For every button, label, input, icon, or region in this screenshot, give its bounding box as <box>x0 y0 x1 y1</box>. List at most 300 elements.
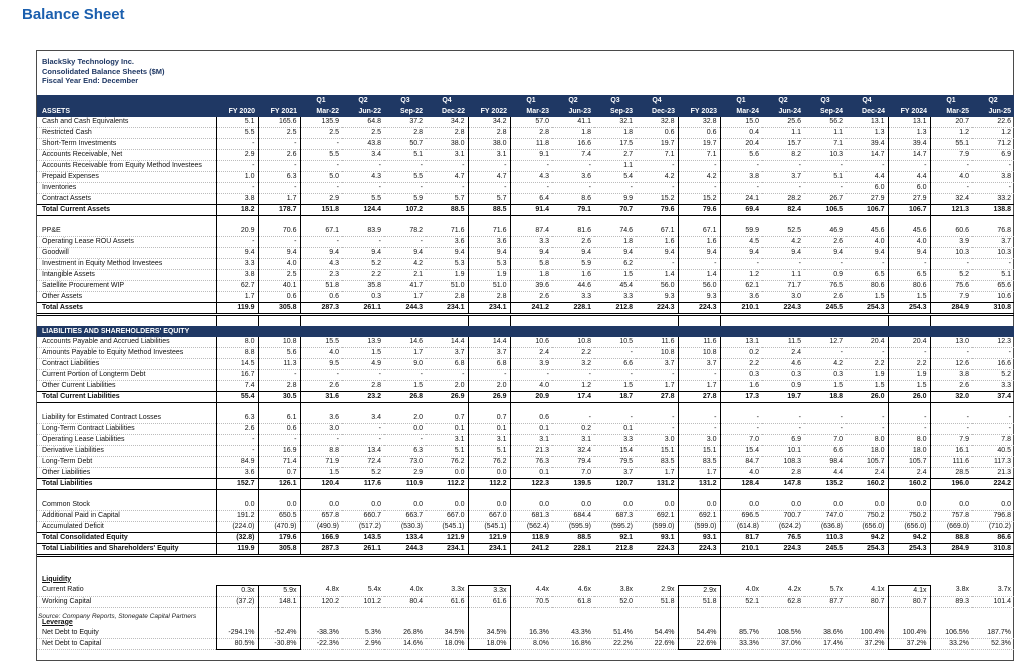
cell: 1.9 <box>846 369 888 380</box>
cell: 119.9 <box>216 302 258 314</box>
cell: 4.2x <box>762 585 804 596</box>
cell: 106.7 <box>888 204 930 215</box>
cell: - <box>762 413 804 424</box>
cell: - <box>636 182 678 193</box>
cell: 8.0% <box>510 638 552 649</box>
cell <box>972 575 1014 586</box>
cell: -30.8% <box>258 638 300 649</box>
cell: 1.3 <box>846 127 888 138</box>
cell: 8.8 <box>300 445 342 456</box>
cell: 1.5 <box>888 291 930 302</box>
table-row <box>37 369 1014 380</box>
cell <box>342 555 384 566</box>
cell: 9.4 <box>300 247 342 258</box>
table-row <box>37 204 1014 215</box>
cell: 20.7 <box>930 117 972 128</box>
table-row <box>37 380 1014 391</box>
cell: 2.2 <box>846 358 888 369</box>
cell <box>762 402 804 413</box>
table-row <box>37 358 1014 369</box>
cell: 9.4 <box>426 247 468 258</box>
cell: 105.7 <box>888 456 930 467</box>
cell <box>342 607 384 618</box>
cell: (614.8) <box>720 521 762 532</box>
cell: 681.3 <box>510 510 552 521</box>
cell: (669.0) <box>930 521 972 532</box>
cell <box>300 607 342 618</box>
cell: - <box>384 434 426 445</box>
cell: - <box>342 369 384 380</box>
cell: 133.4 <box>384 532 426 543</box>
cell <box>468 618 510 628</box>
cell: 10.8 <box>552 337 594 348</box>
row-label: Common Stock <box>37 500 216 511</box>
cell <box>468 607 510 618</box>
cell: 88.5 <box>468 204 510 215</box>
header-quarter-row <box>37 95 1014 106</box>
cell: - <box>342 182 384 193</box>
cell: 5.9 <box>552 258 594 269</box>
cell: 10.8 <box>258 337 300 348</box>
cell: 2.5 <box>342 127 384 138</box>
cell: 76.5 <box>762 532 804 543</box>
cell: 1.1 <box>762 127 804 138</box>
table-row <box>37 638 1014 649</box>
cell: 148.1 <box>258 596 300 607</box>
cell: 224.2 <box>972 478 1014 489</box>
cell <box>510 314 552 326</box>
cell: 3.8 <box>216 193 258 204</box>
cell: 9.4 <box>720 247 762 258</box>
cell: 18.0 <box>846 445 888 456</box>
cell <box>342 215 384 226</box>
cell <box>888 402 930 413</box>
cell: 12.3 <box>972 337 1014 348</box>
cell: 0.0 <box>846 500 888 511</box>
table-row <box>37 269 1014 280</box>
table-row <box>37 467 1014 478</box>
cell: 2.9% <box>342 638 384 649</box>
cell: 45.6 <box>846 226 888 237</box>
cell: - <box>552 182 594 193</box>
cell: 32.1 <box>594 117 636 128</box>
cell: 107.2 <box>384 204 426 215</box>
cell: - <box>216 434 258 445</box>
cell: 38.0 <box>468 138 510 149</box>
cell: 19.7 <box>762 391 804 402</box>
cell: 3.8 <box>720 171 762 182</box>
cell <box>678 618 720 628</box>
cell: - <box>636 369 678 380</box>
cell: 9.9 <box>594 193 636 204</box>
cell: 3.7 <box>468 347 510 358</box>
cell <box>342 575 384 586</box>
row-label: Amounts Payable to Equity Method Investees <box>37 347 216 358</box>
cell: - <box>846 413 888 424</box>
cell: 5.1 <box>426 445 468 456</box>
cell: 17.4% <box>804 638 846 649</box>
cell: 26.7 <box>804 193 846 204</box>
cell: 75.6 <box>930 280 972 291</box>
column-quarter-label: Q1 <box>930 95 972 106</box>
cell: 224.3 <box>678 543 720 555</box>
cell <box>594 314 636 326</box>
cell: 32.4 <box>930 193 972 204</box>
cell <box>258 402 300 413</box>
cell: 0.0 <box>972 500 1014 511</box>
cell: 8.0 <box>846 434 888 445</box>
cell: 94.2 <box>888 532 930 543</box>
cell: 1.9 <box>426 269 468 280</box>
cell: 6.3 <box>384 445 426 456</box>
cell: (599.0) <box>678 521 720 532</box>
cell: 34.2 <box>426 117 468 128</box>
cell: 1.5 <box>342 347 384 358</box>
cell: 234.1 <box>426 543 468 555</box>
cell: 108.5% <box>762 628 804 639</box>
cell: 27.9 <box>846 193 888 204</box>
cell <box>384 618 426 628</box>
cell <box>510 607 552 618</box>
cell <box>930 402 972 413</box>
cell: 126.1 <box>258 478 300 489</box>
cell: 0.3 <box>762 369 804 380</box>
cell: 245.5 <box>804 543 846 555</box>
cell: 1.5 <box>300 467 342 478</box>
table-row <box>37 215 1014 226</box>
cell <box>342 402 384 413</box>
cell: 46.9 <box>804 226 846 237</box>
cell: 0.2 <box>552 423 594 434</box>
cell <box>468 575 510 586</box>
cell <box>552 607 594 618</box>
cell: 8.6 <box>552 193 594 204</box>
cell <box>300 489 342 500</box>
cell: 2.9x <box>636 585 678 596</box>
row-label <box>37 215 216 226</box>
section-band <box>37 326 1014 337</box>
cell: 2.4 <box>762 347 804 358</box>
row-label: Inventories <box>37 182 216 193</box>
cell <box>762 566 804 575</box>
cell: - <box>804 347 846 358</box>
cell: 4.7 <box>426 171 468 182</box>
cell: - <box>300 369 342 380</box>
cell: - <box>216 160 258 171</box>
cell: 191.2 <box>216 510 258 521</box>
cell: 3.8 <box>972 171 1014 182</box>
cell: 166.9 <box>300 532 342 543</box>
cell: 14.7 <box>888 149 930 160</box>
cell <box>888 607 930 618</box>
cell: 0.0 <box>762 500 804 511</box>
cell: 0.0 <box>258 500 300 511</box>
cell: -22.3% <box>300 638 342 649</box>
cell: 11.3 <box>258 358 300 369</box>
cell: 6.9 <box>762 434 804 445</box>
cell: 5.2 <box>930 269 972 280</box>
cell: 1.7 <box>636 380 678 391</box>
cell: 31.6 <box>300 391 342 402</box>
cell: 9.4 <box>552 247 594 258</box>
cell <box>384 402 426 413</box>
cell: 20.4 <box>888 337 930 348</box>
cell: - <box>972 160 1014 171</box>
cell: 0.2 <box>720 347 762 358</box>
cell: 15.1 <box>678 445 720 456</box>
column-header: Dec-24 <box>846 106 888 117</box>
table-row <box>37 280 1014 291</box>
cell: 121.3 <box>930 204 972 215</box>
cell: 2.9 <box>216 149 258 160</box>
cell: 71.4 <box>258 456 300 467</box>
cell <box>216 618 258 628</box>
cell: 1.4 <box>678 269 720 280</box>
cell: 0.6 <box>636 127 678 138</box>
cell <box>678 607 720 618</box>
cell: 1.8 <box>594 236 636 247</box>
cell <box>384 566 426 575</box>
cell: 91.4 <box>510 204 552 215</box>
cell <box>804 489 846 500</box>
cell: 26.9 <box>426 391 468 402</box>
cell: 5.9x <box>258 585 300 596</box>
cell: 84.7 <box>720 456 762 467</box>
cell: 212.8 <box>594 302 636 314</box>
cell: 4.9 <box>342 358 384 369</box>
cell: 9.4 <box>468 247 510 258</box>
cell: - <box>300 182 342 193</box>
cell: 700.7 <box>762 510 804 521</box>
cell: 12.7 <box>804 337 846 348</box>
table-row <box>37 258 1014 269</box>
cell: 9.4 <box>258 247 300 258</box>
cell: 10.8 <box>636 347 678 358</box>
cell <box>300 555 342 566</box>
cell: 1.2 <box>972 127 1014 138</box>
cell: - <box>426 182 468 193</box>
cell: 35.8 <box>342 280 384 291</box>
cell: 98.4 <box>804 456 846 467</box>
cell: 56.2 <box>804 117 846 128</box>
column-quarter-label <box>678 95 720 106</box>
cell: 32.8 <box>636 117 678 128</box>
cell: 43.3% <box>552 628 594 639</box>
table-row <box>37 478 1014 489</box>
cell: 78.2 <box>384 226 426 237</box>
row-label <box>37 489 216 500</box>
cell: - <box>594 369 636 380</box>
cell: 684.4 <box>552 510 594 521</box>
cell: - <box>720 413 762 424</box>
cell: 15.2 <box>636 193 678 204</box>
cell: 3.0 <box>636 434 678 445</box>
cell: 4.4x <box>510 585 552 596</box>
cell: 25.6 <box>762 117 804 128</box>
cell: 3.0 <box>300 423 342 434</box>
column-quarter-label <box>216 95 258 106</box>
cell: 79.1 <box>552 204 594 215</box>
cell: 40.5 <box>972 445 1014 456</box>
row-label <box>37 555 216 566</box>
cell: 7.1 <box>678 149 720 160</box>
cell: 212.8 <box>594 543 636 555</box>
cell: 4.1x <box>846 585 888 596</box>
cell: 9.4 <box>216 247 258 258</box>
table-row <box>37 500 1014 511</box>
cell: 120.7 <box>594 478 636 489</box>
column-quarter-label: Q3 <box>384 95 426 106</box>
cell: 84.9 <box>216 456 258 467</box>
row-label <box>37 566 216 575</box>
cell: 9.3 <box>678 291 720 302</box>
cell: 4.2 <box>384 258 426 269</box>
cell: 22.6 <box>972 117 1014 128</box>
cell: 52.1 <box>720 596 762 607</box>
cell: 3.3x <box>426 585 468 596</box>
cell: 11.5 <box>762 337 804 348</box>
cell <box>594 618 636 628</box>
column-header: Dec-23 <box>636 106 678 117</box>
cell: 254.3 <box>888 543 930 555</box>
cell: 3.3 <box>594 291 636 302</box>
cell: 234.1 <box>468 302 510 314</box>
cell: 2.8 <box>762 467 804 478</box>
cell: 54.4% <box>636 628 678 639</box>
cell: 88.8 <box>930 532 972 543</box>
cell <box>258 555 300 566</box>
cell: 76.2 <box>468 456 510 467</box>
cell: 1.7 <box>384 291 426 302</box>
cell: 18.8 <box>804 391 846 402</box>
cell: 5.4x <box>342 585 384 596</box>
header-row <box>37 106 1014 117</box>
cell <box>216 575 258 586</box>
cell: 2.8 <box>342 380 384 391</box>
row-label: Accumulated Deficit <box>37 521 216 532</box>
cell: 2.9x <box>678 585 720 596</box>
cell: 76.2 <box>426 456 468 467</box>
cell <box>552 618 594 628</box>
cell: 160.2 <box>846 478 888 489</box>
cell: 5.6 <box>258 347 300 358</box>
cell: 284.9 <box>930 543 972 555</box>
row-label: Accounts Receivable, Net <box>37 149 216 160</box>
cell: - <box>972 258 1014 269</box>
column-header: Sep-24 <box>804 106 846 117</box>
cell: 6.4 <box>510 193 552 204</box>
cell: - <box>468 182 510 193</box>
cell <box>888 215 930 226</box>
row-label: Total Liabilities <box>37 478 216 489</box>
cell: 151.8 <box>300 204 342 215</box>
row-label: Intangible Assets <box>37 269 216 280</box>
cell: 3.8 <box>930 369 972 380</box>
cell: 0.1 <box>510 467 552 478</box>
cell: 80.6 <box>888 280 930 291</box>
cell <box>762 314 804 326</box>
cell: 117.6 <box>342 478 384 489</box>
cell: 310.8 <box>972 543 1014 555</box>
cell <box>510 215 552 226</box>
cell: - <box>972 423 1014 434</box>
cell: 51.8 <box>678 596 720 607</box>
cell: 23.2 <box>342 391 384 402</box>
cell: 85.7% <box>720 628 762 639</box>
cell: 2.6 <box>510 291 552 302</box>
cell: 61.6 <box>468 596 510 607</box>
cell: 16.8% <box>552 638 594 649</box>
cell: - <box>342 434 384 445</box>
cell: 152.7 <box>216 478 258 489</box>
cell: 2.8 <box>426 291 468 302</box>
cell: 3.9 <box>930 236 972 247</box>
cell: 1.1 <box>594 160 636 171</box>
cell <box>846 607 888 618</box>
cell: 34.5% <box>468 628 510 639</box>
column-header: Jun-24 <box>762 106 804 117</box>
cell: 9.0 <box>384 358 426 369</box>
cell <box>888 489 930 500</box>
cell <box>342 618 384 628</box>
cell: 27.9 <box>888 193 930 204</box>
cell: 5.1 <box>384 149 426 160</box>
cell <box>972 618 1014 628</box>
cell: 10.3 <box>804 149 846 160</box>
cell: 79.4 <box>552 456 594 467</box>
column-quarter-label <box>468 95 510 106</box>
cell: - <box>468 160 510 171</box>
cell: 687.3 <box>594 510 636 521</box>
cell: 0.9 <box>804 269 846 280</box>
cell: 32.4 <box>552 445 594 456</box>
cell: 20.4 <box>720 138 762 149</box>
cell: 5.2 <box>342 467 384 478</box>
table-row <box>37 391 1014 402</box>
cell: 18.0% <box>468 638 510 649</box>
cell: 2.8 <box>384 127 426 138</box>
cell: - <box>888 258 930 269</box>
cell: 2.8 <box>468 291 510 302</box>
cell: 8.8 <box>216 347 258 358</box>
cell: 22.6% <box>636 638 678 649</box>
cell: 2.6 <box>300 380 342 391</box>
row-label: Working Capital <box>37 596 216 607</box>
cell: 13.4 <box>342 445 384 456</box>
cell: 21.3 <box>972 467 1014 478</box>
cell: 22.2% <box>594 638 636 649</box>
cell: 5.5 <box>216 127 258 138</box>
cell <box>930 314 972 326</box>
cell: 0.0 <box>384 500 426 511</box>
cell: 0.0 <box>594 500 636 511</box>
cell: - <box>678 258 720 269</box>
cell: 1.2 <box>720 269 762 280</box>
cell: 1.8 <box>510 269 552 280</box>
cell: - <box>636 160 678 171</box>
cell: 5.1 <box>216 117 258 128</box>
cell <box>258 607 300 618</box>
cell <box>804 575 846 586</box>
cell <box>552 489 594 500</box>
cell: 5.1 <box>972 269 1014 280</box>
cell: 2.4 <box>846 467 888 478</box>
cell: - <box>846 258 888 269</box>
cell <box>300 575 342 586</box>
cell <box>972 314 1014 326</box>
cell: 45.4 <box>594 280 636 291</box>
cell <box>762 618 804 628</box>
